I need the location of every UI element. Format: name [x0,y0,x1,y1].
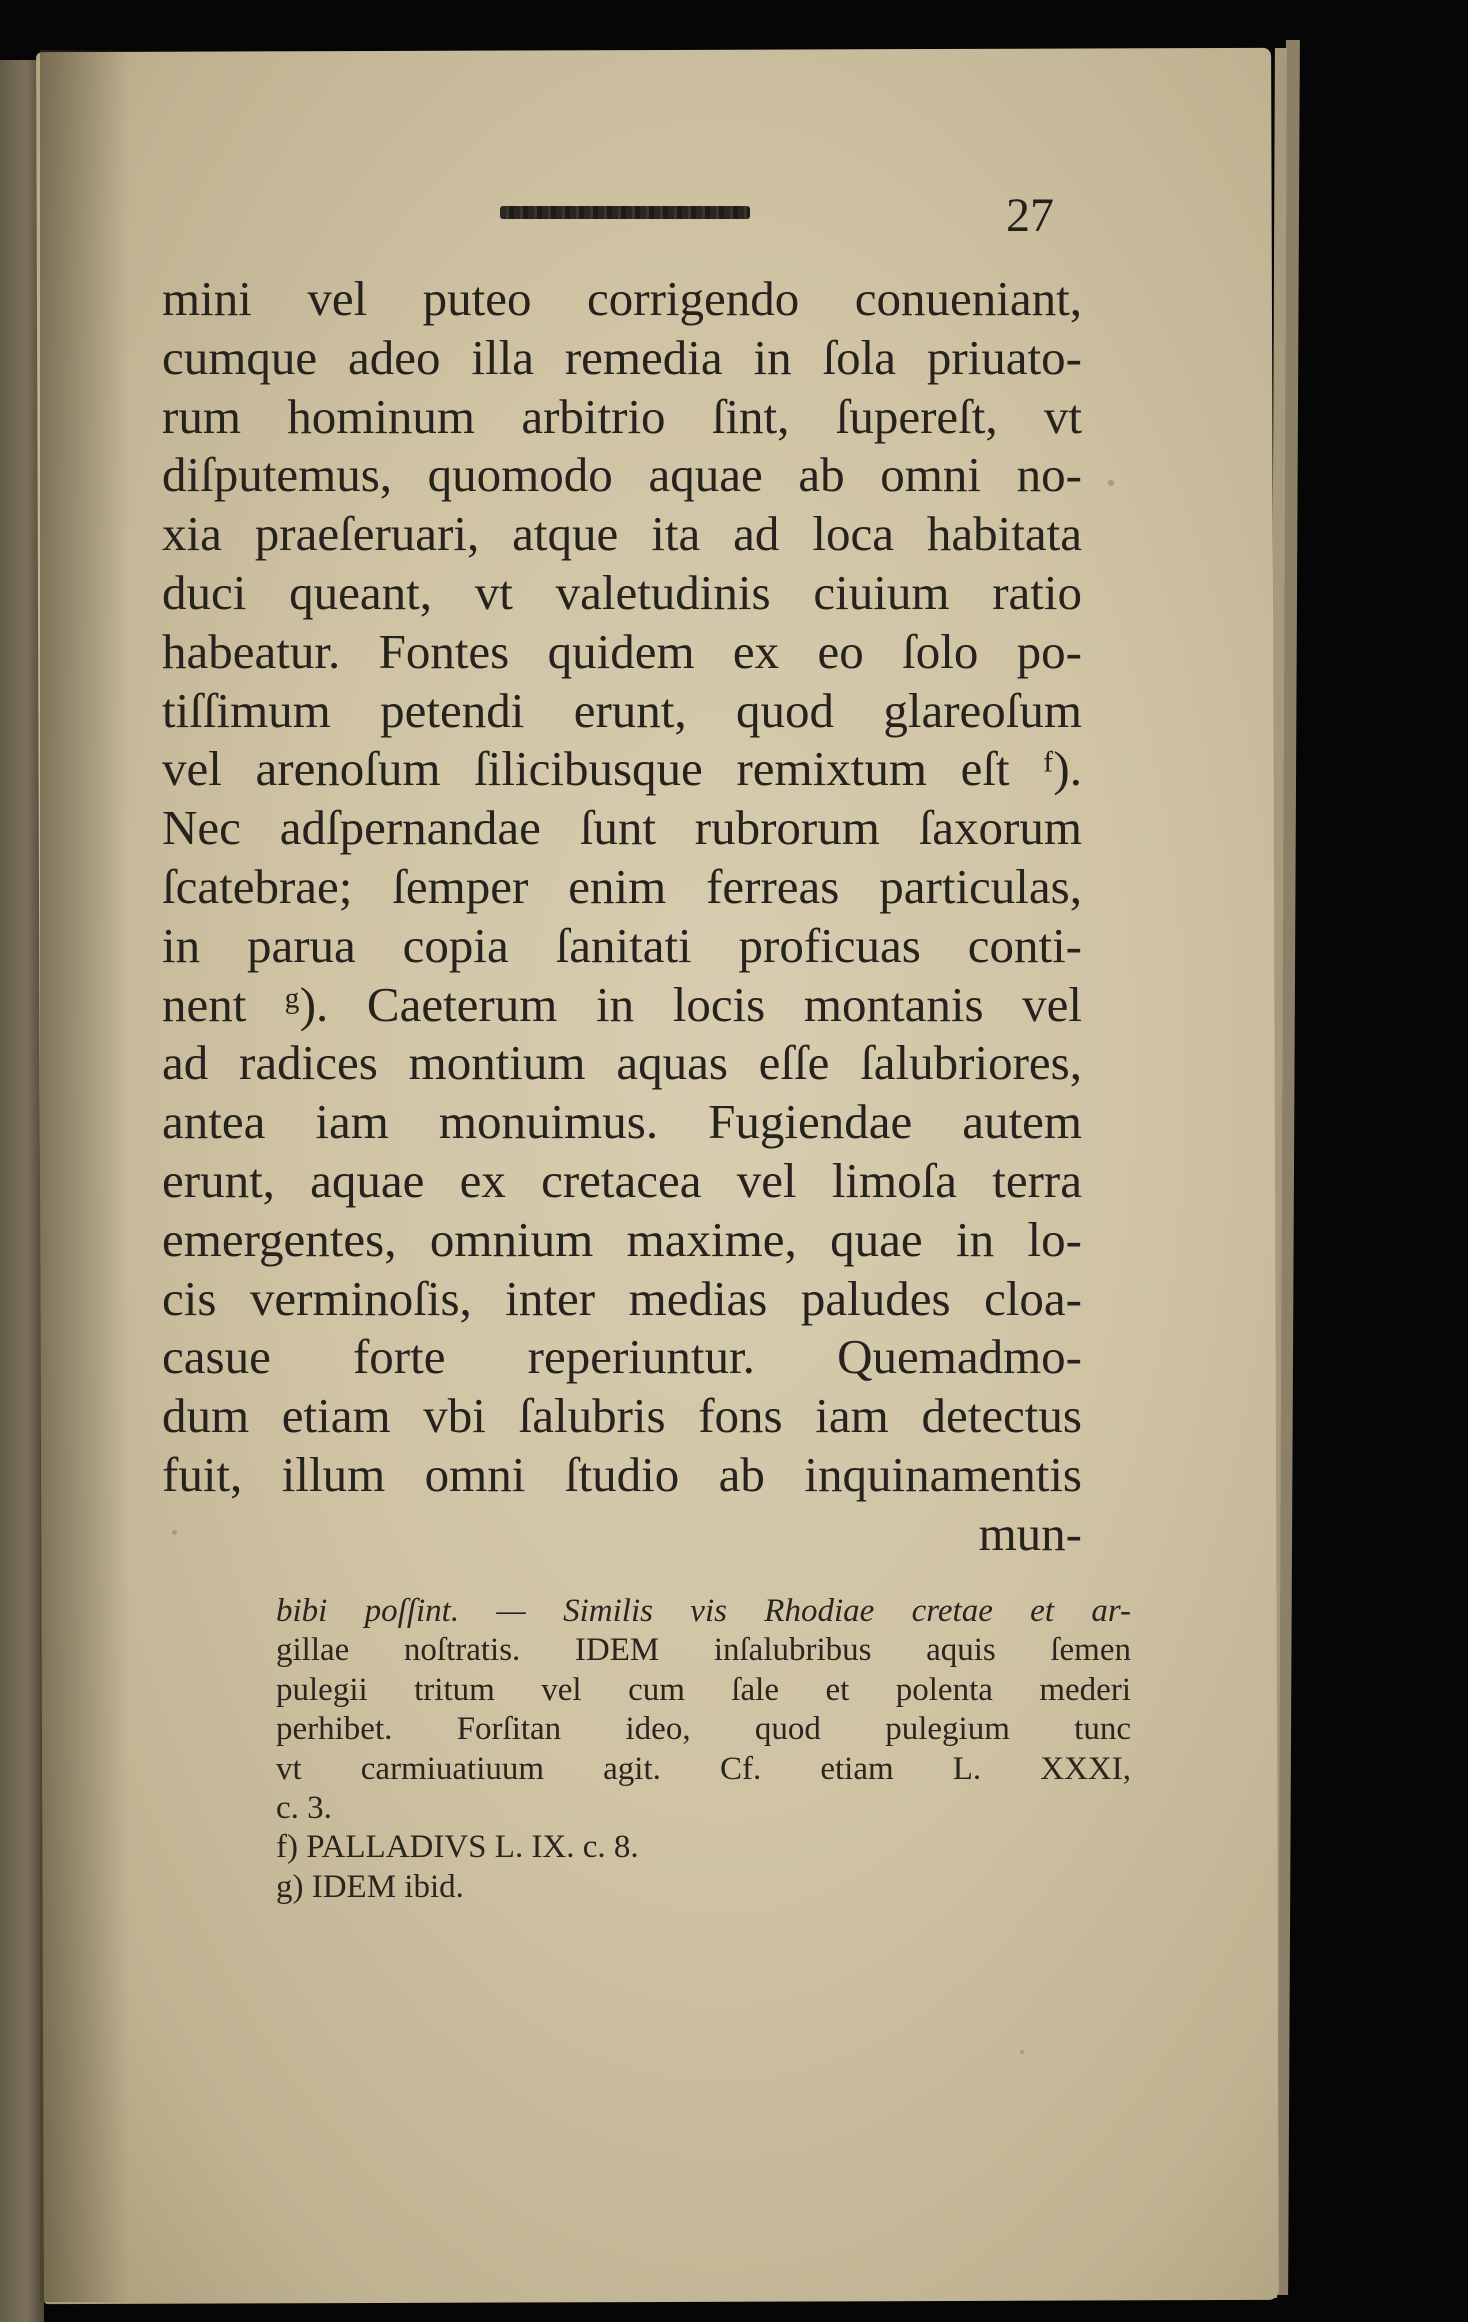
text-line: dum etiam vbi ſalubris fons iam detectus [162,1388,1082,1444]
footnote-line: gillae noſtratis. IDEM inſalubribus aquis ſemen [276,1632,1131,1669]
text-line: diſputemus, quomodo aquae ab omni no- [162,447,1082,503]
catchword: mun- [978,1505,1082,1561]
text-line: nent ᵍ). Caeterum in locis montanis vel [162,976,1082,1032]
paper-speck [1020,2050,1024,2054]
header-ornament-rule [500,206,750,219]
text-line: duci queant, vt valetudinis ciuium ratio [162,564,1082,620]
footnote-line: c. 3. [276,1789,332,1826]
footnote-line: bibi poſſint. — Similis vis Rhodiae cretae et ar- [276,1593,1131,1629]
footnote-line: pulegii tritum vel cum ſale et polenta mederi [276,1671,1131,1708]
text-line: rum hominum arbitrio ſint, ſupereſt, vt [162,388,1082,444]
body-text [162,270,1082,1564]
text-line: in parua copia ſanitati proficuas conti- [162,917,1082,973]
text-line: mini vel puteo corrigendo conueniant, [162,271,1082,326]
text-line: cis verminoſis, inter medias paludes cloa- [162,1270,1082,1326]
text-line: Nec adſpernandae ſunt rubrorum ſaxorum [162,800,1082,856]
footnote-f: f) PALLADIVS L. IX. c. 8. [276,1829,639,1866]
text-line: fuit, illum omni ſtudio ab inquinamentis [162,1446,1082,1502]
footnote-line: vt carmiuatiuum agit. Cf. etiam L. XXXI, [276,1750,1131,1787]
text-line: casue forte reperiuntur. Quemadmo- [162,1329,1082,1385]
text-line: erunt, aquae ex cretacea vel limoſa terra [162,1152,1082,1208]
footnote-g: g) IDEM ibid. [276,1868,464,1905]
footnotes [276,1592,1131,1907]
page-number: 27 [1006,189,1054,242]
text-line: emergentes, omnium maxime, quae in lo- [162,1211,1082,1267]
text-line: xia praeſeruari, atque ita ad loca habitata [162,506,1082,562]
text-line: habeatur. Fontes quidem ex eo ſolo po- [162,623,1082,679]
gutter-shadow [40,50,130,2302]
text-line: ad radices montium aquas eſſe ſalubriores, [162,1035,1082,1091]
text-line: vel arenoſum ſilicibusque remixtum eſt ᶠ). [162,741,1082,797]
text-line: cumque adeo illa remedia in ſola priuato- [162,329,1082,385]
footnote-line: perhibet. Forſitan ideo, quod pulegium tunc [276,1711,1131,1748]
text-line: antea iam monuimus. Fugiendae autem [162,1094,1082,1150]
text-line: ſcatebrae; ſemper enim ferreas particulas, [162,858,1082,914]
paper-speck [1108,480,1114,486]
text-line: tiſſimum petendi erunt, quod glareoſum [162,682,1082,738]
